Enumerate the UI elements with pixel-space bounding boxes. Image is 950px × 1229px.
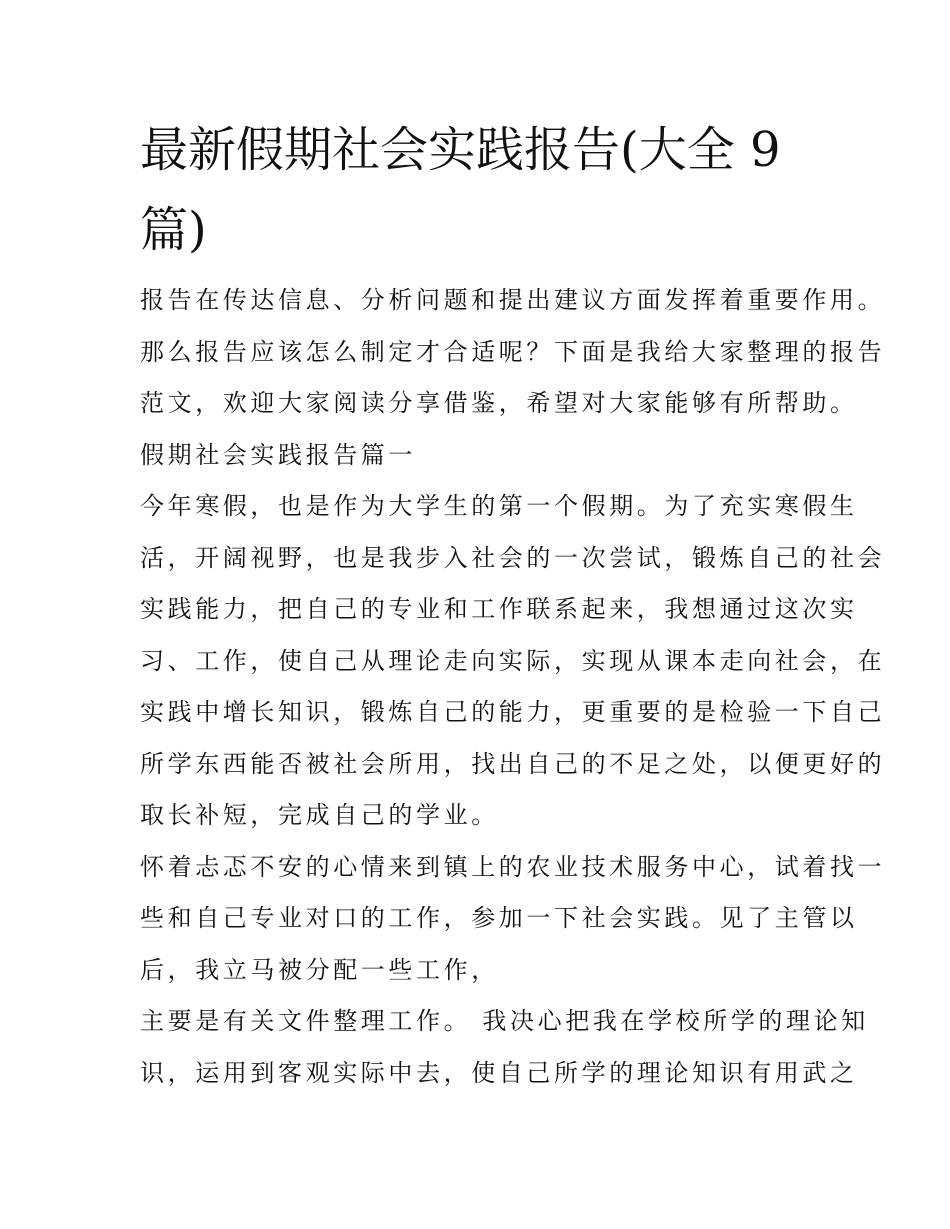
body-line: 后，我立马被分配一些工作， xyxy=(140,955,499,984)
section-heading: 假期社会实践报告篇一 xyxy=(140,440,416,469)
body-line: 所学东西能否被社会所用，找出自己的不足之处，以便更好的 xyxy=(140,749,886,778)
body-line: 今年寒假，也是作为大学生的第一个假期。为了充实寒假生 xyxy=(140,492,858,520)
intro-line: 范文，欢迎大家阅读分享借鉴，希望对大家能够有所帮助。 xyxy=(140,389,858,417)
body-line: 活，开阔视野，也是我步入社会的一次尝试，锻炼自己的社会 xyxy=(140,543,886,572)
document-body xyxy=(140,278,886,1102)
body-line: 主要是有关文件整理工作。 我决心把我在学校所学的理论知 xyxy=(140,1007,869,1035)
body-line: 些和自己专业对口的工作，参加一下社会实践。见了主管以 xyxy=(140,904,858,932)
body-line: 实践能力，把自己的专业和工作联系起来，我想通过这次实 xyxy=(140,595,858,623)
document-title xyxy=(140,110,840,270)
body-line: 实践中增长知识，锻炼自己的能力，更重要的是检验一下自己 xyxy=(140,698,886,726)
body-line: 识，运用到客观实际中去，使自己所学的理论知识有用武之 xyxy=(140,1058,858,1087)
intro-line: 那么报告应该怎么制定才合适呢？下面是我给大家整理的报告 xyxy=(140,337,886,366)
title-line: 篇) xyxy=(140,202,207,258)
title-line: 最新假期社会实践报告(大全 9 xyxy=(140,122,781,178)
body-line: 怀着忐忑不安的心情来到镇上的农业技术服务中心，试着找一 xyxy=(140,852,886,881)
body-line: 习、工作，使自己从理论走向实际，实现从课本走向社会，在 xyxy=(140,646,886,675)
body-line: 取长补短，完成自己的学业。 xyxy=(140,801,499,829)
intro-line: 报告在传达信息、分析问题和提出建议方面发挥着重要作用。 xyxy=(140,286,886,314)
